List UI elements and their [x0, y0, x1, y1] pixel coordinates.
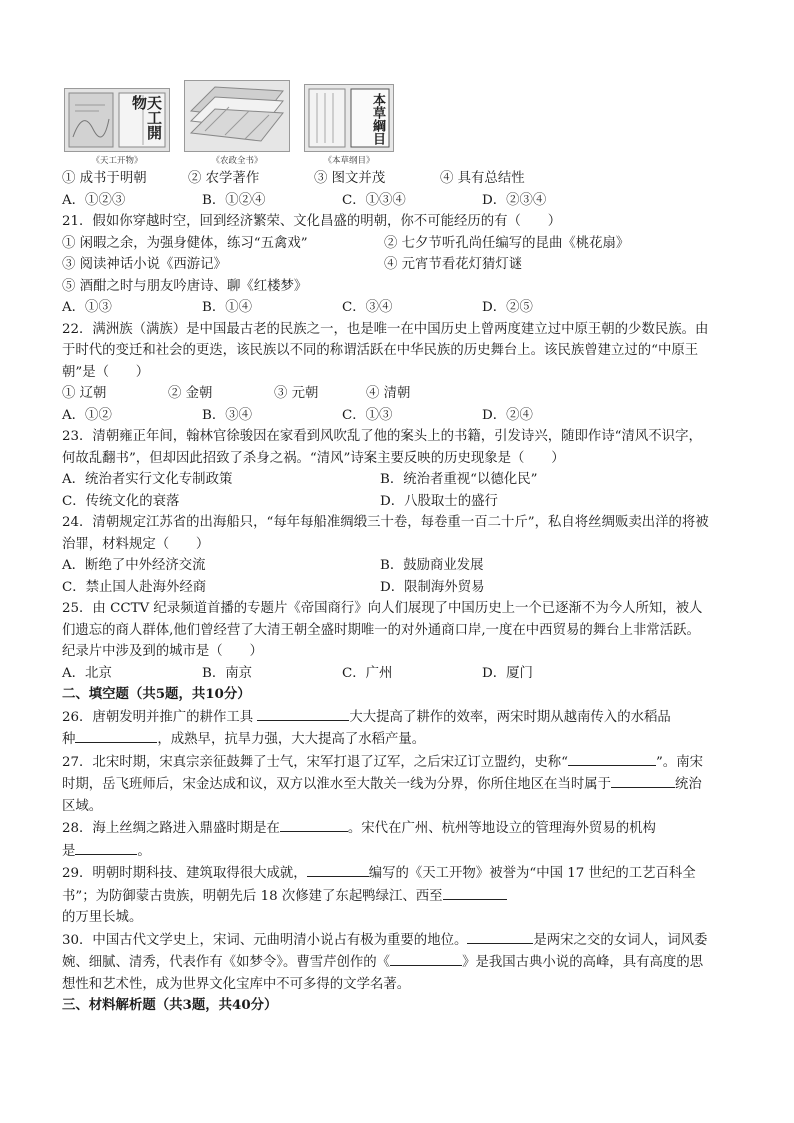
q24-options-row1: A．断绝了中外经济交流 B．鼓励商业发展	[62, 558, 484, 573]
q30-line3: 想性和艺术性，成为世界文化宝库中不可多得的文学名著。	[62, 976, 411, 992]
q24-options-row2: C．禁止国人赴海外经商 D．限制海外贸易	[62, 579, 485, 595]
q21-statements-row1: ① 闲暇之余，为强身健体，练习“五禽戏” ② 七夕节听孔尚任编写的昆曲《桃花扇》	[62, 235, 630, 251]
q30-line1: 30．中国古代文学史上，宋词、元曲明清小说占有极为重要的地位。 是两宋之交的女词人，词风委	[62, 929, 734, 952]
q29-line2: 书”；为防御蒙古贵族，明朝先后 18 次修建了东起鸭绿江、西至	[62, 885, 734, 908]
q27-line1: 27．北宋时期，宋真宗亲征鼓舞了士气，宋军打退了辽军，之后宋辽订立盟约，史称“ ”。南宋	[62, 751, 734, 774]
figure-tiangong	[64, 88, 170, 166]
q27-blank-2[interactable]	[611, 773, 675, 788]
q26-line1: 26．唐朝发明并推广的耕作工具 大大提高了耕作的效率，两宋时期从越南传入的水稻品	[62, 706, 734, 729]
q23-options-row1: A．统治者实行文化专制政策 B．统治者重视“以德化民”	[62, 472, 538, 487]
q28-line2: 是 。	[62, 840, 734, 863]
q21-statements-row2: ③ 阅读神话小说《西游记》 ④ 元宵节看花灯猜灯谜	[62, 257, 523, 272]
tiangong-book-image	[64, 88, 170, 152]
q27-line2: 时期，岳飞班师后，宋金达成和议，双方以淮水至大散关一线为分界，你所住地区在当时属于 统治	[62, 773, 734, 796]
q23-line1: 23．清朝雍正年间，翰林官徐骏因在家看到风吹乱了他的案头上的书籍，引发诗兴，随即作诗“清风不识字，	[62, 429, 702, 444]
q23-options-row2: C．传统文化的衰落 D．八股取士的盛行	[62, 493, 498, 509]
q22-statements: ① 辽朝 ② 金朝 ③ 元朝 ④ 清朝	[62, 386, 411, 401]
figure-bencao	[304, 84, 394, 166]
q26-line2: 种 ，成熟早，抗旱力强，大大提高了水稻产量。	[62, 728, 734, 751]
q24-line1: 24．清朝规定江苏省的出海船只，“每年每船准绸缎三十卷，每卷重一百二十斤”，私自将丝绸贩卖出洋的将被	[62, 515, 709, 530]
section-2-heading: 二、填空题（共5题，共10分）	[62, 686, 251, 702]
q28-blank-1[interactable]	[280, 817, 348, 832]
q25-line1: 25．由 CCTV 纪录频道首播的专题片《帝国商行》向人们展现了中国历史上一个已逐渐不为今人所知，被人	[62, 601, 703, 616]
q26-blank-2[interactable]	[75, 728, 157, 743]
nongzheng-illustration	[185, 81, 289, 151]
q30-blank-1[interactable]	[467, 929, 533, 944]
q25-line2: 们遗忘的商人群体,他们曾经营了大清王朝全盛时期唯一的对外通商口岸,一度在中西贸易的舞台上非常活跃。	[62, 622, 700, 638]
q30-blank-2[interactable]	[390, 951, 462, 966]
q22-line3: 朝”是（ ）	[62, 364, 150, 380]
tiangong-caption: 《天工开物》	[91, 156, 143, 166]
bencao-caption: 《本草纲目》	[323, 156, 375, 166]
bencao-title: 本草綱目	[370, 93, 385, 145]
q22-options: A．①② B．③④ C．①③ D．②④	[62, 407, 533, 423]
q21-statement-5: ⑤ 酒酣之时与朋友吟唐诗、聊《红楼梦》	[62, 278, 308, 294]
q28-line1: 28．海上丝绸之路进入鼎盛时期是在 。宋代在广州、杭州等地设立的管理海外贸易的机构	[62, 817, 734, 840]
tiangong-title: 天工開物	[130, 95, 163, 140]
q25-options: A．北京 B．南京 C．广州 D．厦门	[62, 665, 533, 681]
nongzheng-book-image	[184, 80, 290, 152]
section-3-heading: 三、材料解析题（共3题，共40分）	[62, 997, 278, 1013]
q29-line3: 的万里长城。	[62, 910, 143, 925]
nongzheng-caption: 《农政全书》	[211, 156, 263, 166]
q24-line2: 治罪，材料规定（ ）	[62, 536, 210, 552]
q29-blank-2[interactable]	[443, 885, 507, 900]
q21-stem: 21．假如你穿越时空，回到经济繁荣、文化昌盛的明朝，你不可能经历的有（ ）	[62, 214, 562, 229]
bencao-book-image	[304, 84, 394, 152]
exam-page	[62, 92, 734, 1017]
q30-line2: 婉、细腻、清秀，代表作有《如梦令》。曹雪芹创作的《 》是我国古典小说的高峰，具有高度的思	[62, 951, 734, 974]
q29-line1: 29．明朝时期科技、建筑取得很大成就， 编写的《天工开物》被誉为“中国 17 世纪的工艺百科全	[62, 862, 734, 885]
q22-line2: 于时代的变迁和社会的更迭，该民族以不同的称谓活跃在中华民族的历史舞台上。该民族曾建立过的“中原王	[62, 343, 699, 358]
q29-blank-1[interactable]	[307, 862, 369, 877]
q25-line3: 纪录片中涉及到的城市是（ ）	[62, 644, 263, 659]
q22-line1: 22．满洲族（满族）是中国最古老的民族之一，也是唯一在中国历史上曾两度建立过中原王朝的少数民族。由	[62, 321, 709, 337]
q27-blank-1[interactable]	[568, 751, 656, 766]
q21-options: A．①③ B．①④ C．③④ D．②⑤	[62, 300, 533, 315]
figure-nongzheng	[184, 80, 290, 166]
q20-options: A．①②③ B．①②④ C．①③④ D．②③④	[62, 192, 547, 208]
q27-line3: 区域。	[62, 798, 103, 814]
q28-blank-2[interactable]	[75, 840, 137, 855]
q20-statements: ① 成书于明朝 ② 农学著作 ③ 图文并茂 ④ 具有总结性	[62, 171, 525, 186]
q26-blank-1[interactable]	[257, 706, 349, 721]
q23-line2: 何故乱翻书”，但却因此招致了杀身之祸。“清风”诗案主要反映的历史现象是（ ）	[62, 450, 565, 466]
book-figures	[64, 92, 734, 166]
